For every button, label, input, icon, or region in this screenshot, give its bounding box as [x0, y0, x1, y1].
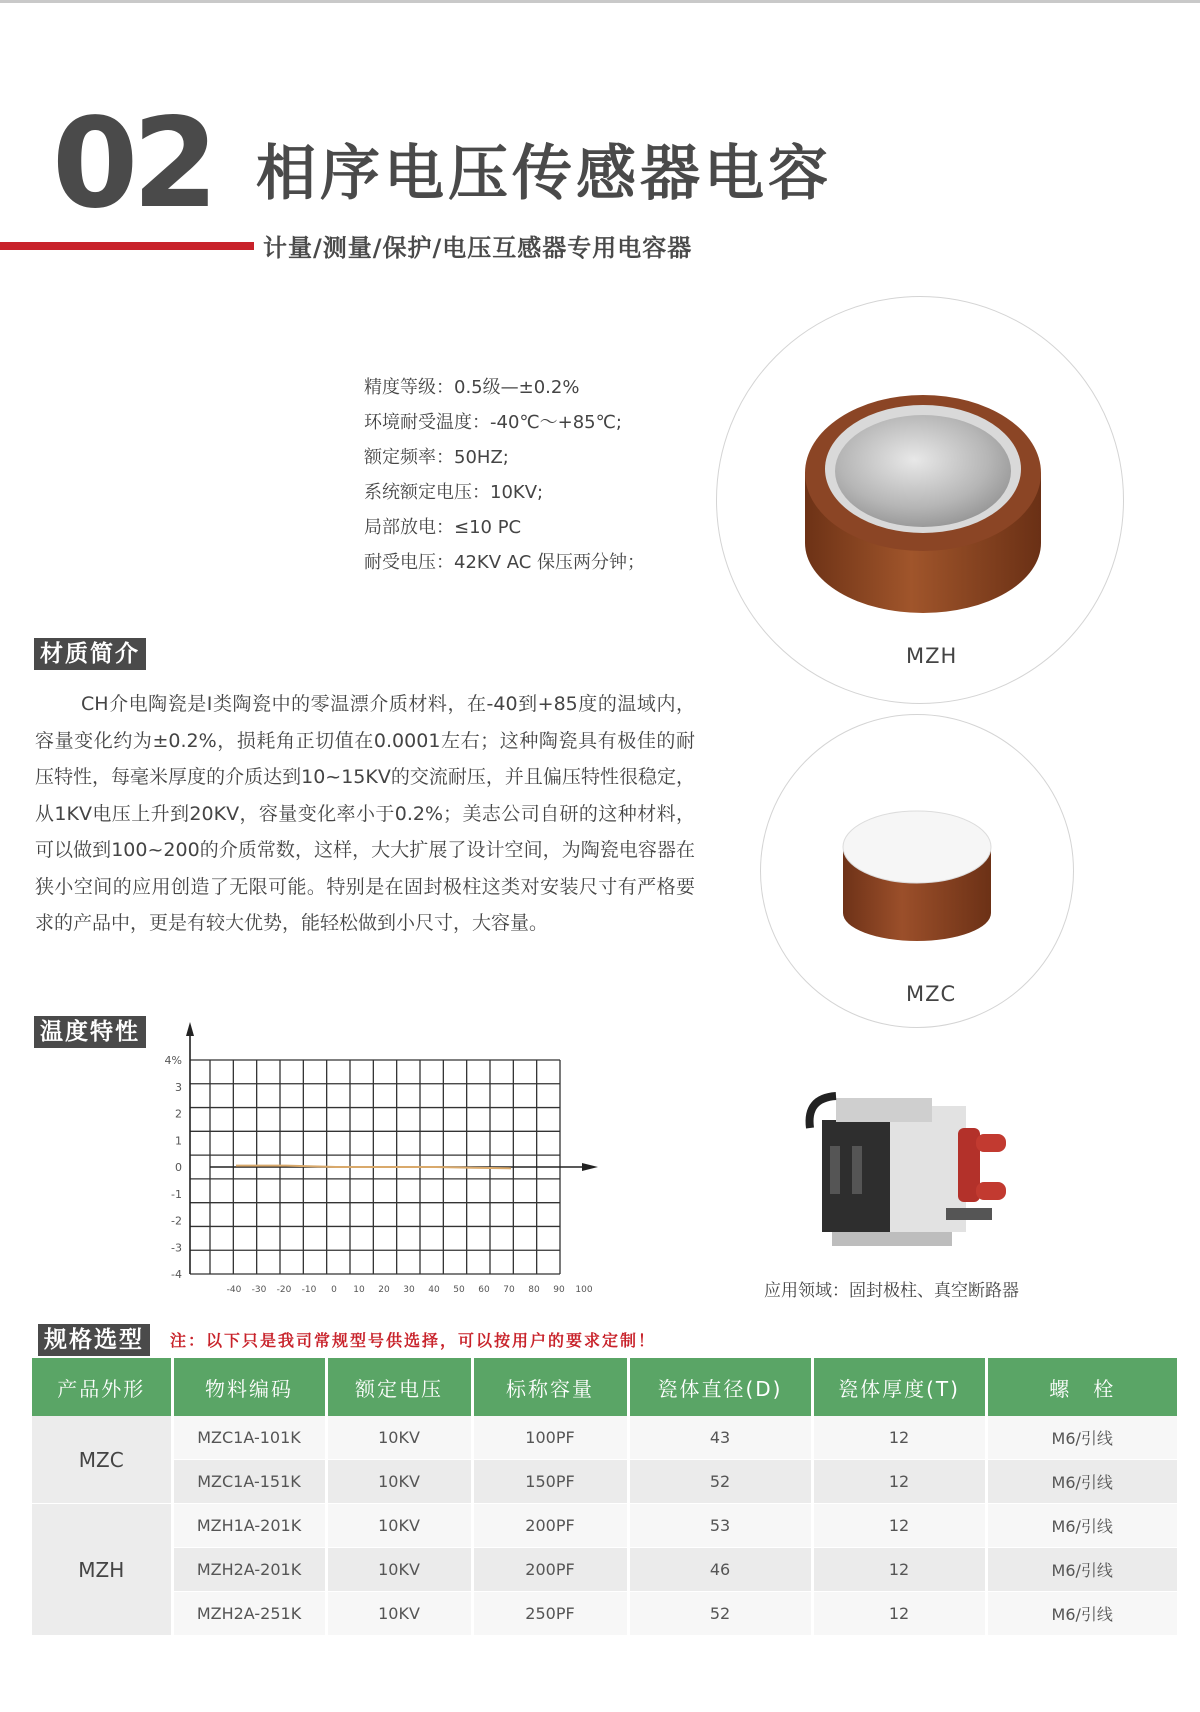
table-cell: 200PF [472, 1548, 628, 1592]
table-cell: 12 [812, 1548, 986, 1592]
spec-item: 耐受电压：42KV AC 保压两分钟； [364, 552, 646, 573]
mzc-label: MZC [906, 982, 957, 1006]
y-tick-label: -3 [171, 1241, 182, 1255]
table-cell: 52 [628, 1460, 812, 1504]
table-cell: MZH2A-251K [172, 1592, 326, 1636]
y-tick-label: -1 [171, 1187, 182, 1201]
table-cell: M6/引线 [986, 1504, 1177, 1548]
table-cell: M6/引线 [986, 1416, 1177, 1460]
table-header-row [32, 1358, 1177, 1416]
table-cell: 12 [812, 1416, 986, 1460]
table-cell: 12 [812, 1592, 986, 1636]
table-row [32, 1416, 1177, 1460]
x-tick-label: -20 [276, 1285, 292, 1295]
col-header: 螺 栓 [986, 1358, 1177, 1416]
material-heading: 材质简介 [34, 638, 146, 670]
x-tick-label: 40 [428, 1285, 440, 1295]
x-tick-label: 30 [403, 1285, 415, 1295]
table-cell: M6/引线 [986, 1548, 1177, 1592]
page-title: 相序电压传感器电容 [256, 139, 832, 209]
top-divider [0, 0, 1200, 3]
table-cell: 46 [628, 1548, 812, 1592]
spec-item: 局部放电：≤10 PC [364, 517, 522, 538]
col-header: 瓷体直径(D) [628, 1358, 812, 1416]
temperature-heading: 温度特性 [34, 1016, 146, 1048]
selection-heading: 规格选型 [38, 1324, 150, 1356]
mzh-product-frame [716, 296, 1124, 704]
x-tick-label: 100 [575, 1285, 593, 1295]
y-tick-label: -2 [171, 1214, 182, 1228]
table-cell: 43 [628, 1416, 812, 1460]
table-cell: 10KV [326, 1504, 472, 1548]
table-cell: M6/引线 [986, 1592, 1177, 1636]
col-header: 瓷体厚度(T) [812, 1358, 986, 1416]
table-cell: 53 [628, 1504, 812, 1548]
accent-bar [0, 242, 254, 250]
y-tick-label: 0 [175, 1161, 182, 1174]
y-tick-label: 1 [175, 1134, 182, 1148]
x-tick-label: 50 [453, 1285, 465, 1295]
y-tick-label: 2 [175, 1107, 182, 1121]
section-number: 02 [52, 92, 213, 236]
y-axis-arrow [186, 1022, 194, 1036]
table-cell: MZC1A-151K [172, 1460, 326, 1504]
x-tick-label: 10 [353, 1285, 365, 1295]
mzc-product-frame [760, 714, 1074, 1028]
x-tick-label: -10 [301, 1285, 317, 1295]
table-row [32, 1504, 1177, 1548]
table-cell: 10KV [326, 1460, 472, 1504]
x-tick-label: 0 [331, 1285, 337, 1295]
spec-table [32, 1358, 1177, 1636]
table-cell: 200PF [472, 1504, 628, 1548]
col-header: 产品外形 [32, 1358, 172, 1416]
spec-item: 额定频率：50HZ; [364, 447, 509, 468]
application-caption: 应用领域：固封极柱、真空断路器 [764, 1281, 1019, 1301]
table-cell: 250PF [472, 1592, 628, 1636]
table-row [32, 1592, 1177, 1636]
x-tick-label: 70 [503, 1285, 515, 1295]
y-tick-label: -4 [171, 1268, 182, 1281]
spec-list [364, 370, 645, 580]
table-cell: MZH1A-201K [172, 1504, 326, 1548]
group-cell: MZH [32, 1504, 172, 1636]
table-cell: 52 [628, 1592, 812, 1636]
table-cell: 12 [812, 1460, 986, 1504]
y-tick-label: 3 [175, 1080, 182, 1094]
spec-item: 系统额定电压：10KV; [364, 482, 544, 503]
x-tick-label: 80 [528, 1285, 540, 1295]
table-cell: 10KV [326, 1592, 472, 1636]
group-cell: MZC [32, 1416, 172, 1504]
y-tick-label: 4% [164, 1054, 182, 1067]
table-cell: MZC1A-101K [172, 1416, 326, 1460]
temperature-chart [164, 1022, 640, 1312]
table-cell: 10KV [326, 1548, 472, 1592]
selection-note: 注：以下只是我司常规型号供选择，可以按用户的要求定制！ [170, 1331, 657, 1350]
page-subtitle: 计量/测量/保护/电压互感器专用电容器 [263, 234, 693, 262]
table-cell: 150PF [472, 1460, 628, 1504]
col-header: 物料编码 [172, 1358, 326, 1416]
table-cell: 100PF [472, 1416, 628, 1460]
table-cell: 10KV [326, 1416, 472, 1460]
mzc-capacitor-image [761, 715, 1073, 1027]
table-cell: M6/引线 [986, 1460, 1177, 1504]
x-tick-label: 90 [553, 1285, 565, 1295]
spec-item: 精度等级：0.5级—±0.2% [364, 377, 580, 398]
table-cell: MZH2A-201K [172, 1548, 326, 1592]
mzh-label: MZH [906, 644, 958, 668]
col-header: 标称容量 [472, 1358, 628, 1416]
x-tick-label: -30 [251, 1285, 267, 1295]
table-row [32, 1460, 1177, 1504]
x-tick-label: 20 [378, 1285, 390, 1295]
x-axis-arrow [582, 1163, 598, 1171]
table-row [32, 1548, 1177, 1592]
table-cell: 12 [812, 1504, 986, 1548]
material-description: CH介电陶瓷是I类陶瓷中的零温漂介质材料，在-40到+85度的温域内，容量变化约为±0.2%，损耗角正切值在0.0001左右；这种陶瓷具有极佳的耐压特性，每毫米厚度的介质达到10~15KV的交流耐压，并且偏压特性很稳定，从1KV电压上升到20KV，容量变化率小于0.2%；美志公司自研的这种材料，可以做到100~200的介质常数，这样，大大扩展了设计空间，为陶瓷电容器在狭小空间的应用创造了无限可能。特别是在固封极柱这类对安装尺寸有严格要求的产品中，更是有较大优势，能轻松做到小尺寸，大容量。 [35, 693, 695, 934]
x-tick-label: 60 [478, 1285, 490, 1295]
spec-item: 环境耐受温度：-40℃～+85℃; [364, 412, 622, 433]
col-header: 额定电压 [326, 1358, 472, 1416]
vacuum-breaker-image [800, 1058, 1032, 1254]
mzh-capacitor-image [717, 297, 1123, 703]
x-tick-label: -40 [226, 1285, 242, 1295]
